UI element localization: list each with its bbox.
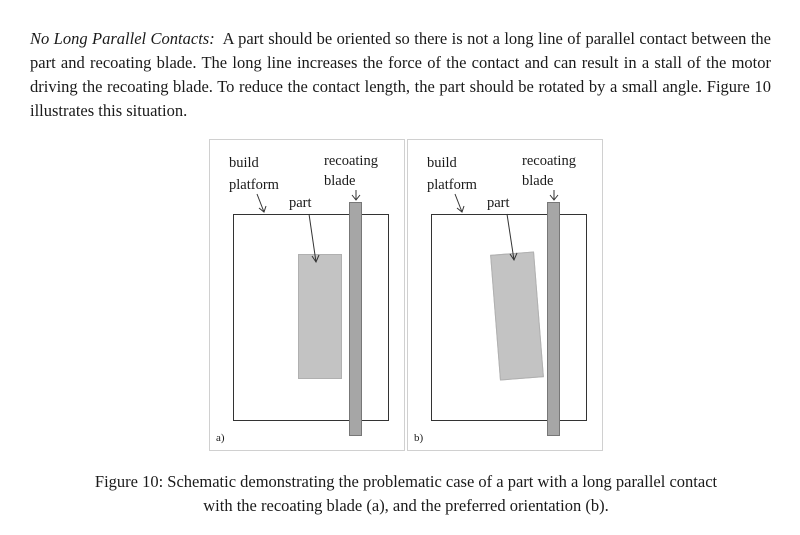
label-build: build	[229, 155, 259, 171]
label-blade: blade	[324, 173, 356, 189]
panel-a-sublabel: a)	[216, 432, 225, 444]
caption-line-1: Figure 10: Schematic demonstrating the problematic case of a part with a long parallel contact	[94, 472, 718, 491]
label-recoating: recoating	[324, 153, 378, 169]
panel-b	[407, 139, 603, 451]
label-part: part	[289, 195, 312, 211]
panel-b-sublabel: b)	[414, 432, 424, 444]
figure-10	[209, 139, 603, 451]
paragraph-text: A part should be oriented so there is not a long line of parallel contact between the part and recoating blade. The long line increases the force of the contact and can result in a stall of the motor driving the recoating blade. To reduce the contact length, the part should be rotated by a small angle. Figure 10 illustrates this situation.	[30, 29, 771, 120]
paragraph-lead: No Long Parallel Contacts:	[30, 29, 215, 48]
label-build: build	[427, 155, 457, 171]
panel-a	[209, 139, 405, 451]
label-recoating: recoating	[522, 153, 576, 169]
label-blade: blade	[522, 173, 554, 189]
label-platform: platform	[229, 177, 279, 193]
label-part: part	[487, 195, 510, 211]
panel-a-arrows	[210, 140, 406, 452]
caption-line-2: with the recoating blade (a), and the preferred orientation (b).	[203, 496, 609, 515]
panel-b-arrows	[408, 140, 604, 452]
body-paragraph	[30, 27, 771, 123]
figure-caption	[30, 470, 782, 518]
label-platform: platform	[427, 177, 477, 193]
